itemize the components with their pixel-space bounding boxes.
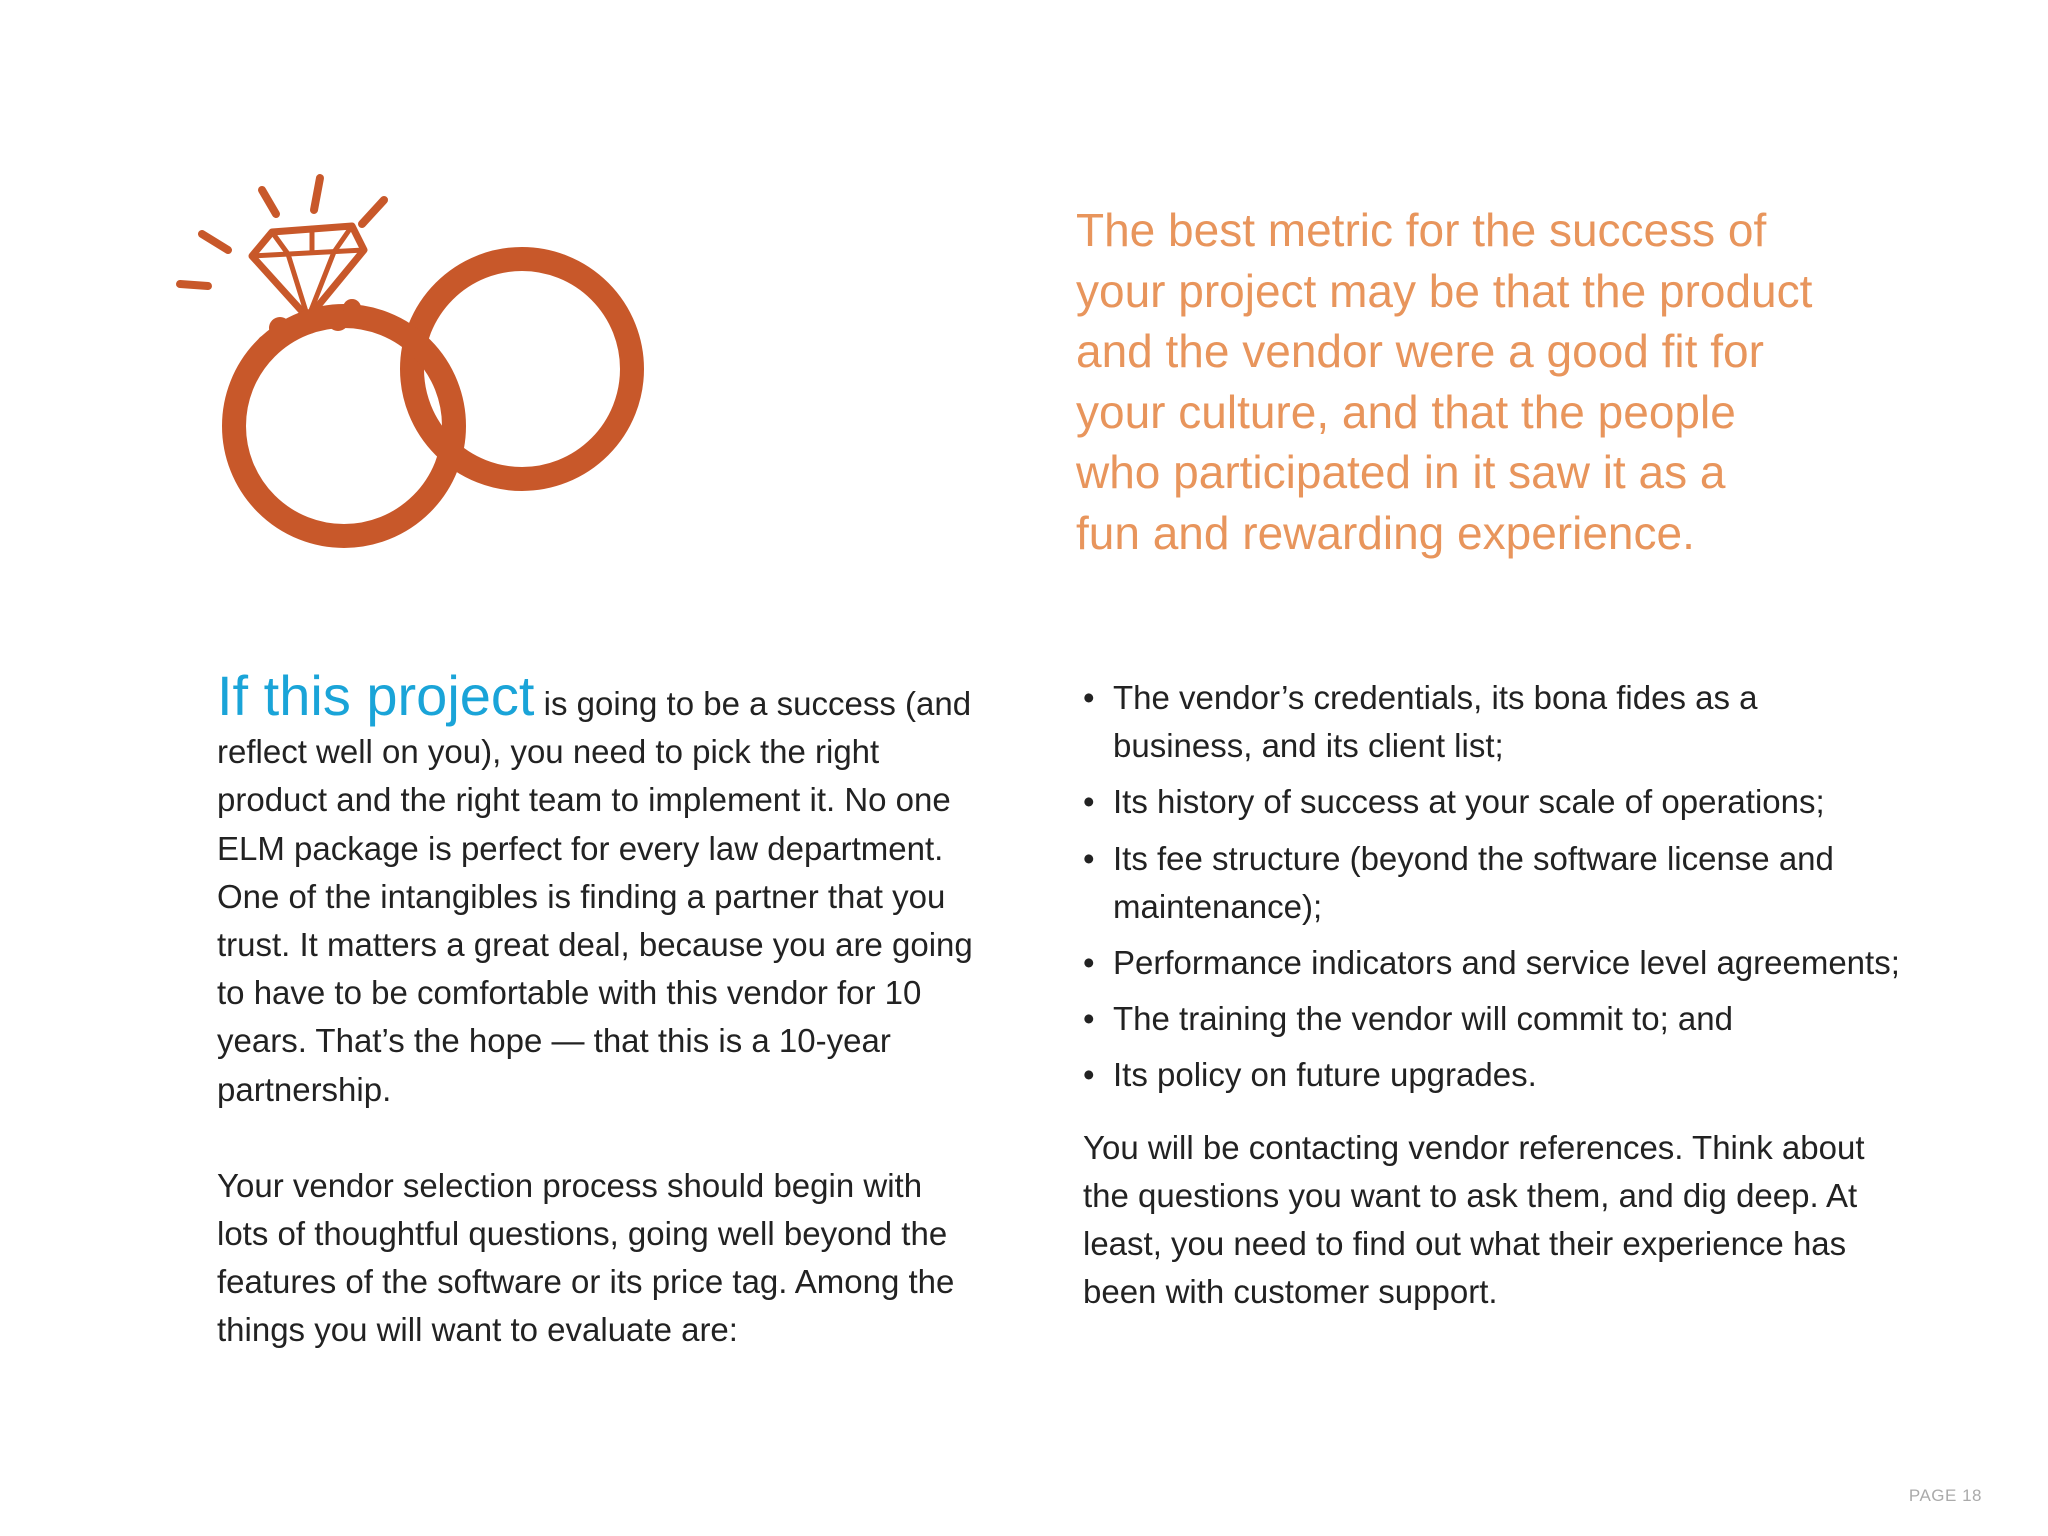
wedding-rings-icon (172, 168, 652, 558)
pull-quote-line: fun and rewarding experience. (1076, 506, 1695, 559)
pull-quote-line: and the vendor were a good fit for (1076, 325, 1764, 377)
intro-text: is going to be a success (and reflect well on you), you need to pick the right product and the right team to implement it. No one ELM package is perfect for every law department. One of the intangibles is finding a partner that you trust. It matters a great deal, because you are going to have to be comfortable with this vendor for 10 years. That’s the hope — that this is a 10-year partnership. (217, 685, 973, 1108)
page-number: PAGE 18 (1908, 1486, 1982, 1505)
list-item: • Its fee structure (beyond the software license and maintenance); (1083, 835, 1903, 931)
pull-quote-line: who participated in it saw it as a (1076, 446, 1726, 498)
list-item: • The vendor’s credentials, its bona fides as a business, and its client list; (1083, 674, 1903, 770)
evaluation-list (1083, 674, 1903, 1100)
right-column (1083, 674, 1903, 1316)
pull-quote-line: The best metric for the success of (1076, 204, 1767, 256)
selection-paragraph: Your vendor selection process should begin with lots of thoughtful questions, going well beyond the features of the software or its price tag. Among the things you will want to evaluate are: (217, 1166, 955, 1349)
list-item: • Its history of success at your scale of operations; (1083, 778, 1903, 826)
list-item: • Its policy on future upgrades. (1083, 1051, 1903, 1099)
lead-phrase: If this project (217, 664, 535, 727)
list-item: • The training the vendor will commit to; and (1083, 995, 1903, 1043)
pull-quote (1076, 200, 1896, 563)
pull-quote-line: your culture, and that the people (1076, 385, 1736, 438)
pull-quote-line: your project may be that the product (1076, 264, 1813, 317)
left-column (217, 664, 977, 1355)
list-item: • Performance indicators and service level agreements; (1083, 939, 1903, 987)
intro-paragraph (217, 664, 977, 1114)
references-paragraph: You will be contacting vendor references. Think about the questions you want to ask them, and dig deep. At least, you need to find out what their experience has been with customer support. (1083, 1128, 1865, 1311)
